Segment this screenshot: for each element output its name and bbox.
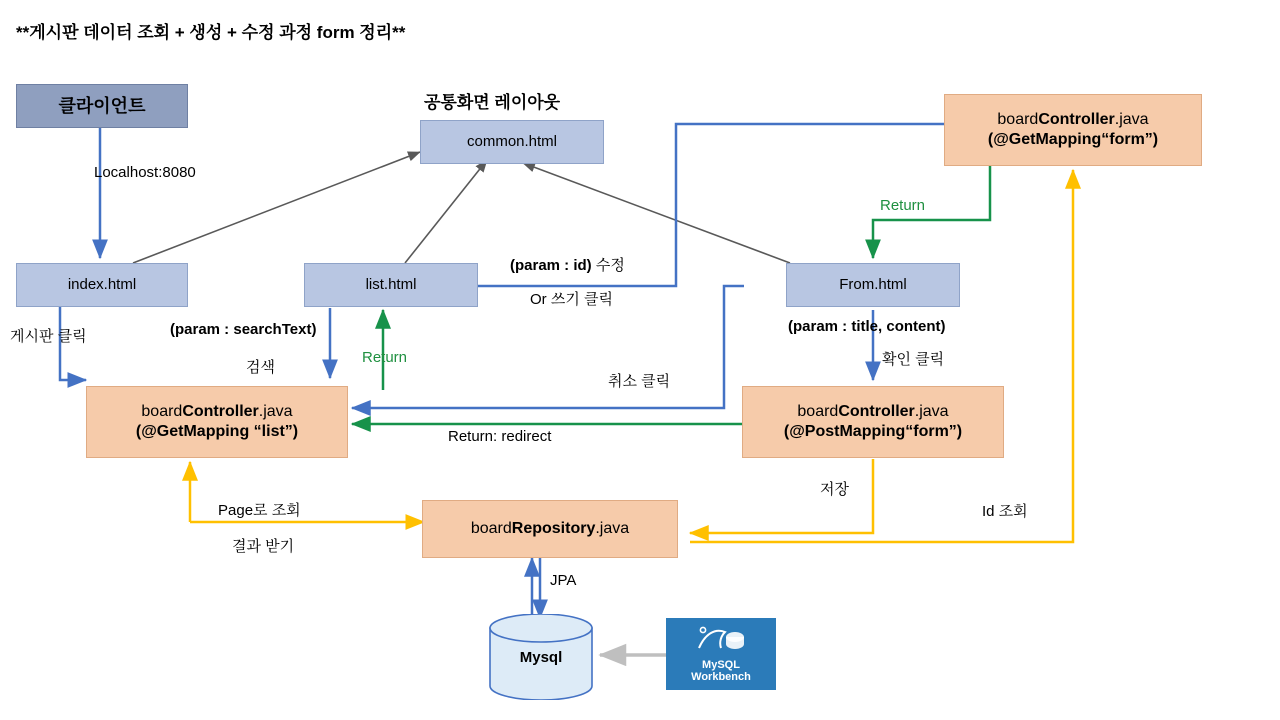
page-title: **게시판 데이터 조회 + 생성 + 수정 과정 form 정리** bbox=[16, 23, 406, 42]
label-cancel-click: 취소 클릭 bbox=[608, 373, 671, 390]
label-param-id-edit: (param : id) 수정 bbox=[510, 257, 625, 274]
label-common-layout: 공통화면 레이아웃 bbox=[424, 93, 561, 112]
label-board-click: 게시판 클릭 bbox=[10, 328, 87, 345]
node-list-html[interactable]: list.html bbox=[304, 263, 478, 307]
node-board-controller-get-form[interactable] bbox=[944, 94, 1202, 166]
mysql-label: Mysql bbox=[519, 648, 563, 666]
node-client[interactable]: 클라이언트 bbox=[16, 84, 188, 128]
node-board-repository[interactable] bbox=[422, 500, 678, 558]
controller-get-form-line1: boardController.java bbox=[997, 111, 1149, 128]
workbench-label-line2: Workbench bbox=[691, 671, 751, 684]
node-index-html[interactable]: index.html bbox=[16, 263, 188, 307]
controller-get-list-line1: boardController.java bbox=[141, 403, 293, 420]
node-board-controller-get-list[interactable] bbox=[86, 386, 348, 458]
label-id-lookup: Id 조회 bbox=[982, 503, 1028, 520]
label-return-form: Return bbox=[880, 197, 926, 214]
node-board-controller-post-form[interactable] bbox=[742, 386, 1004, 458]
label-return-list: Return bbox=[362, 349, 408, 366]
label-return-redirect: Return: redirect bbox=[448, 428, 552, 445]
label-param-searchtext: (param : searchText) bbox=[170, 321, 317, 338]
controller-post-form-line2: (@PostMapping“form”) bbox=[783, 423, 963, 440]
controller-get-list-line2: (@GetMapping “list”) bbox=[135, 423, 299, 440]
label-page-query: Page로 조회 bbox=[218, 502, 301, 519]
label-or-write-click: Or 쓰기 클릭 bbox=[530, 291, 613, 308]
label-result-receive: 결과 받기 bbox=[232, 538, 295, 555]
label-save: 저장 bbox=[820, 481, 849, 498]
controller-get-form-line2: (@GetMapping“form”) bbox=[987, 131, 1159, 148]
node-common-html[interactable]: common.html bbox=[420, 120, 604, 164]
mysql-workbench-logo bbox=[666, 618, 776, 690]
label-jpa: JPA bbox=[550, 572, 577, 589]
workbench-dolphin-icon bbox=[695, 618, 747, 659]
label-param-title-content: (param : title, content) bbox=[788, 318, 946, 335]
label-search: 검색 bbox=[246, 359, 275, 376]
repository-label: boardRepository.java bbox=[470, 520, 630, 537]
workbench-label-line1: MySQL bbox=[702, 658, 740, 671]
node-mysql-database[interactable] bbox=[488, 614, 594, 700]
controller-post-form-line1: boardController.java bbox=[797, 403, 949, 420]
node-form-html[interactable]: From.html bbox=[786, 263, 960, 307]
label-localhost: Localhost:8080 bbox=[94, 164, 196, 181]
label-confirm-click: 확인 클릭 bbox=[882, 351, 945, 368]
